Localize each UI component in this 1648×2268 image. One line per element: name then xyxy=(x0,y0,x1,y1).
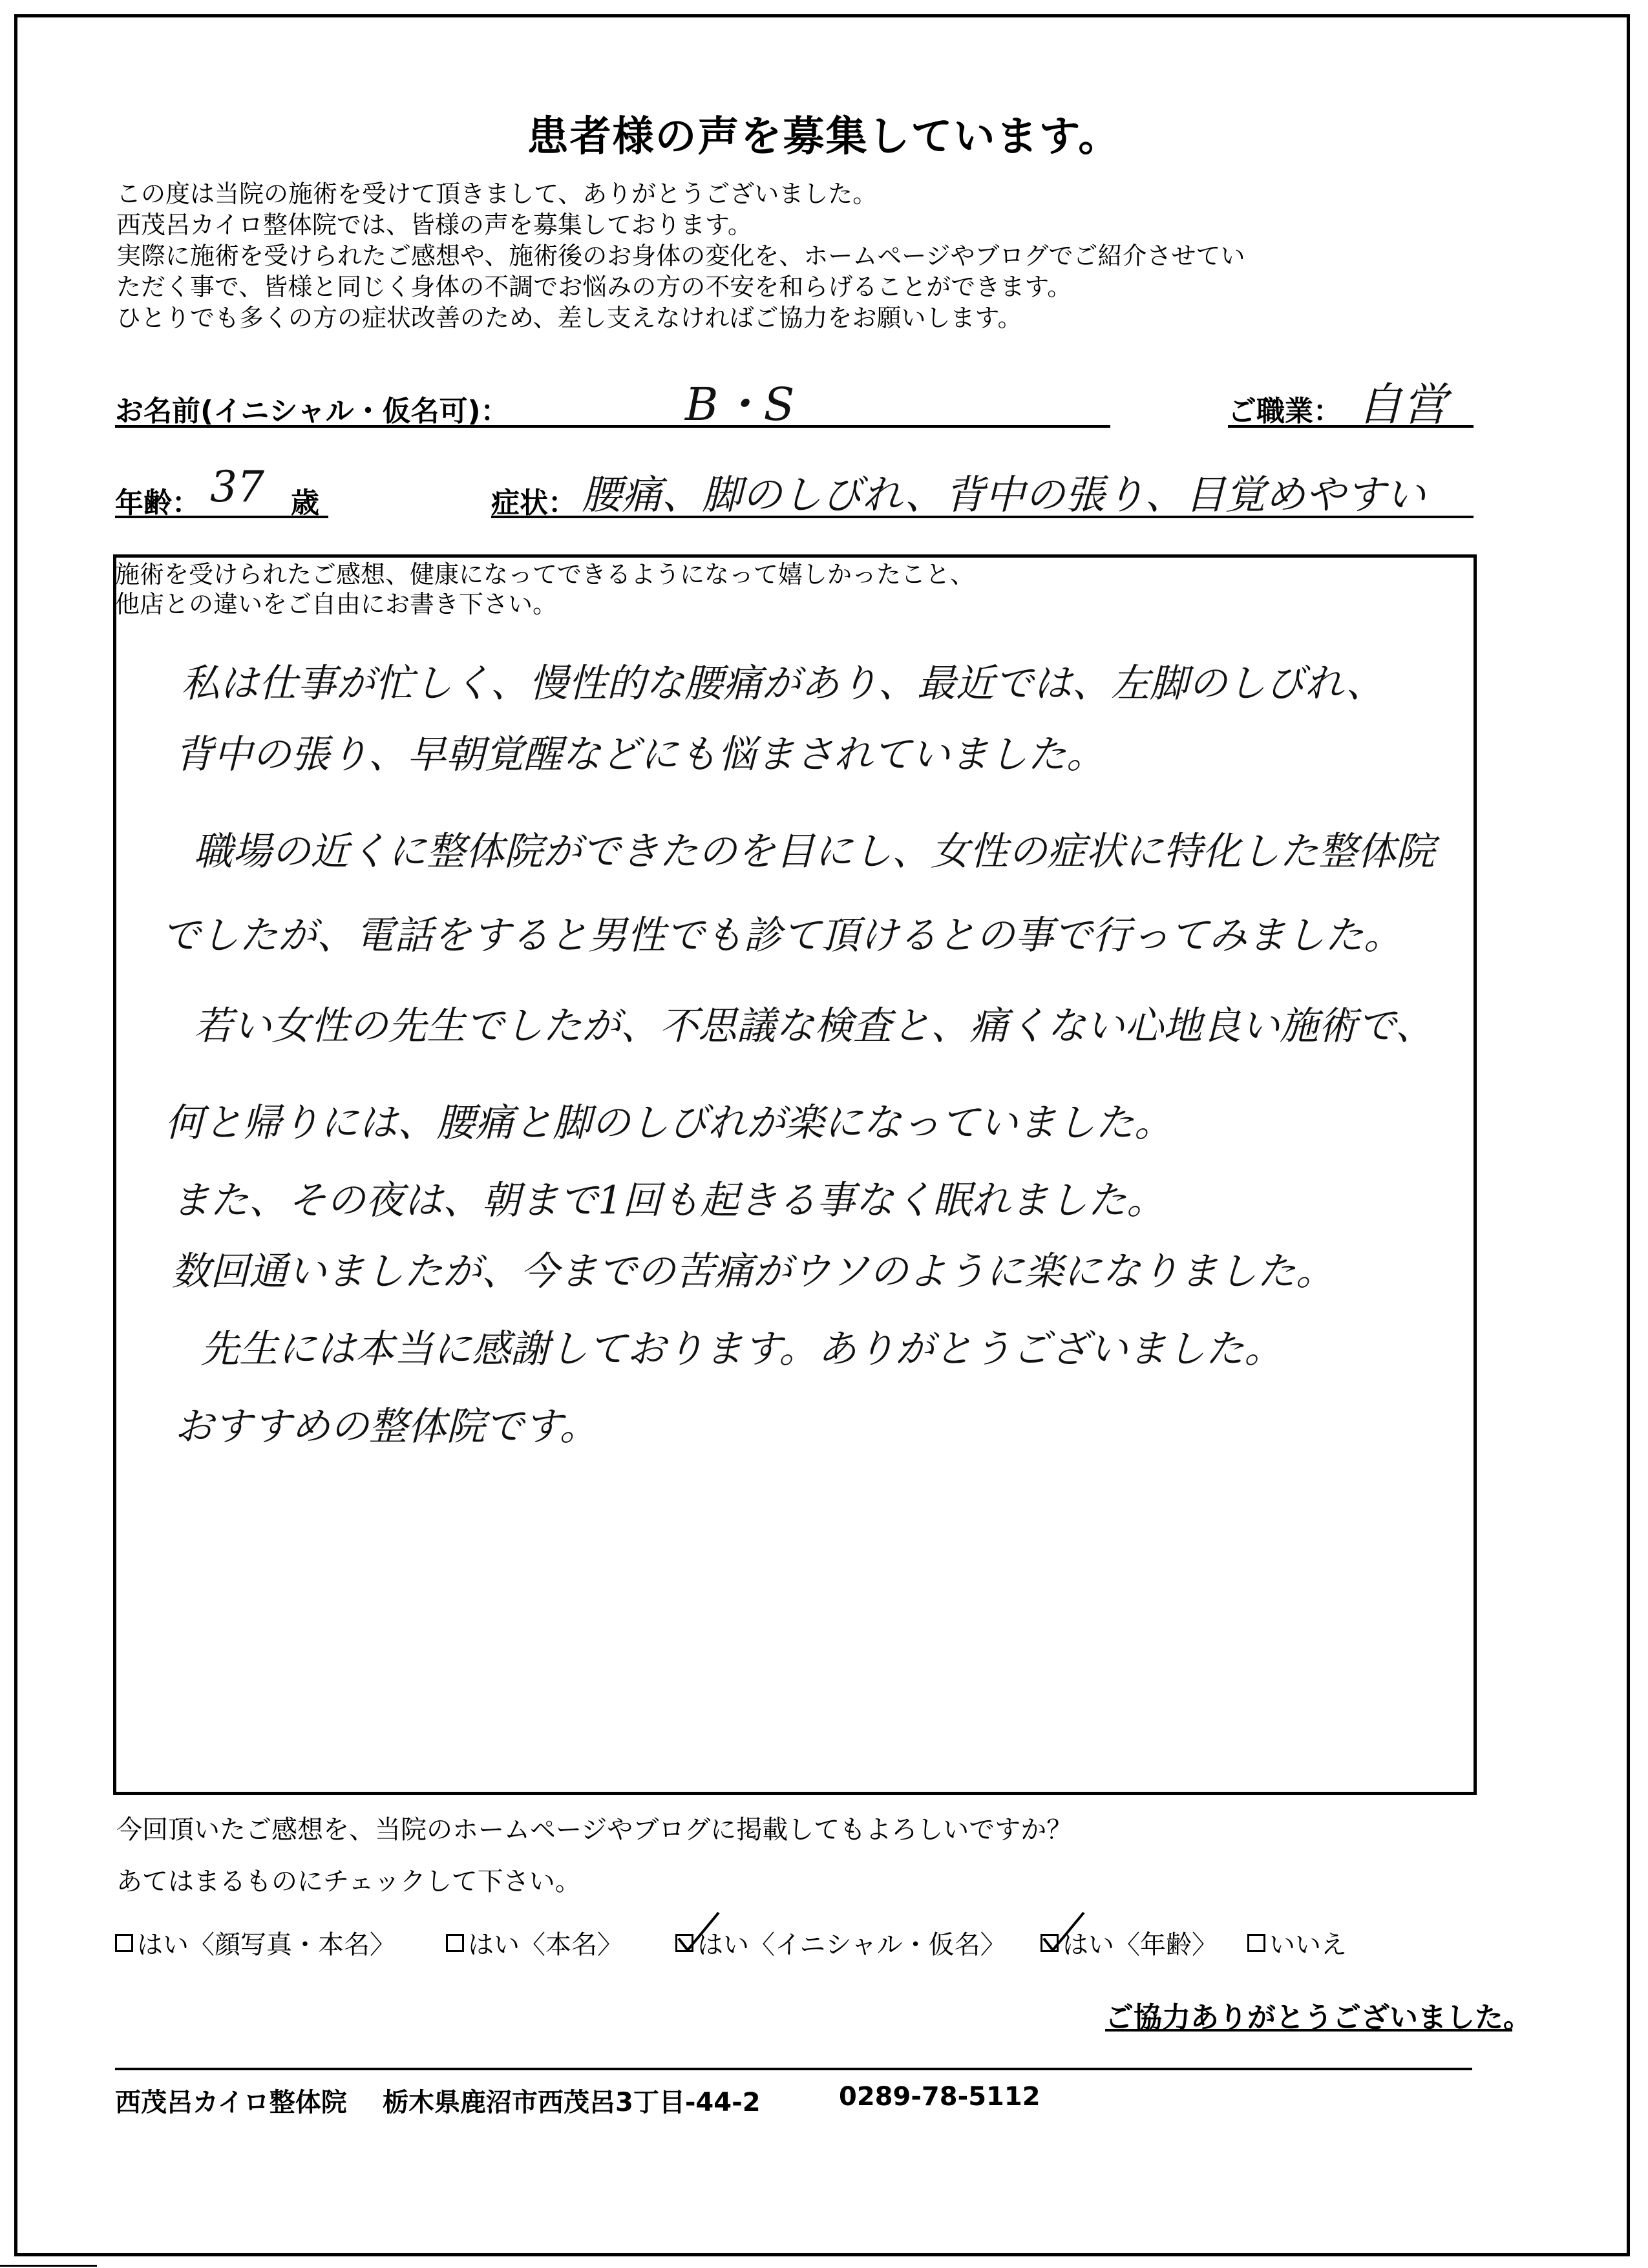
intro-line: 西茂呂カイロ整体院では、皆様の声を募集しております。 xyxy=(116,211,752,239)
age-label: 年齢： xyxy=(115,487,200,520)
testimonial-line: 先生には本当に感謝しております。ありがとうございました。 xyxy=(200,1327,1284,1372)
name-label: お名前(イニシャル・仮名可)： xyxy=(115,395,509,428)
testimonial-line: 私は仕事が忙しく、慢性的な腰痛があり、最近では、左脚のしびれ、 xyxy=(181,661,1385,706)
option-label: はい〈イニシャル・仮名〉 xyxy=(697,1930,1006,1960)
thanks-message: ご協力ありがとうございました。 xyxy=(1105,2001,1532,2034)
option-no[interactable] xyxy=(1247,1924,1347,1961)
consent-instruction: あてはまるものにチェックして下さい。 xyxy=(116,1867,581,1896)
footer-divider xyxy=(115,2068,1472,2070)
symptom-label: 症状： xyxy=(491,487,576,520)
name-value: B・S xyxy=(685,378,795,431)
job-value: 自営 xyxy=(1357,378,1448,431)
consent-question: 今回頂いたご感想を、当院のホームページやブログに掲載してもよろしいですか？ xyxy=(116,1815,1073,1845)
thanks-underline xyxy=(1105,2029,1512,2032)
name-underline xyxy=(115,425,1110,428)
symptom-value: 腰痛、脚のしびれ、背中の張り、目覚めやすい xyxy=(582,471,1426,518)
checkbox[interactable] xyxy=(446,1934,464,1952)
option-label: はい〈本名〉 xyxy=(468,1930,623,1960)
intro-line: ただく事で、皆様と同じく身体の不調でお悩みの方の不安を和らげることができます。 xyxy=(116,273,1072,301)
option-label: いいえ xyxy=(1269,1930,1347,1960)
scan-mark xyxy=(0,2265,97,2267)
intro-text xyxy=(116,178,1538,333)
age-underline xyxy=(115,516,328,518)
checkbox[interactable] xyxy=(1247,1934,1265,1952)
testimonial-line: また、その夜は、朝まで1回も起きる事なく眠れました。 xyxy=(171,1178,1166,1223)
age-unit: 歳 xyxy=(291,487,319,520)
option-age[interactable] xyxy=(1041,1924,1218,1961)
prompt-line: 他店との違いをご自由にお書き下さい。 xyxy=(115,590,558,618)
testimonial-line: 何と帰りには、腰痛と脚のしびれが楽になっていました。 xyxy=(165,1100,1173,1146)
testimonial-line: 職場の近くに整体院ができたのを目にし、女性の症状に特化した整体院 xyxy=(194,829,1435,874)
footer-clinic: 西茂呂カイロ整体院 xyxy=(115,2088,347,2117)
footer-address: 栃木県鹿沼市西茂呂3丁目-44-2 xyxy=(383,2088,761,2117)
age-value: 37 xyxy=(210,462,264,512)
testimonial-line: 背中の張り、早朝覚醒などにも悩まされていました。 xyxy=(174,732,1105,777)
comment-prompt xyxy=(115,560,975,619)
testimonial-line: 若い女性の先生でしたが、不思議な検査と、痛くない心地良い施術で、 xyxy=(194,1003,1434,1049)
checkbox[interactable] xyxy=(115,1934,133,1952)
intro-line: ひとりでも多くの方の症状改善のため、差し支えなければご協力をお願いします。 xyxy=(116,304,1022,332)
page-title: 患者様の声を募集しています。 xyxy=(527,113,1121,161)
checkmark-icon xyxy=(1041,1910,1086,1955)
option-label: はい〈顔写真・本名〉 xyxy=(137,1930,396,1960)
testimonial-line: 数回通いましたが、今までの苦痛がウソのように楽になりました。 xyxy=(171,1249,1335,1294)
intro-line: 実際に施術を受けられたご感想や、施術後のお身体の変化を、ホームページやブログでご紹介させてい xyxy=(116,242,1245,270)
footer-phone: 0289-78-5112 xyxy=(839,2082,1041,2112)
testimonial-line: でしたが、電話をすると男性でも診て頂けるとの事で行ってみました。 xyxy=(162,913,1402,958)
option-photo-realname[interactable] xyxy=(115,1924,396,1961)
intro-line: この度は当院の施術を受けて頂きまして、ありがとうございました。 xyxy=(116,180,878,208)
option-realname[interactable] xyxy=(446,1924,623,1961)
option-initial-alias[interactable] xyxy=(675,1924,1006,1961)
checkbox-checked[interactable] xyxy=(1041,1934,1059,1952)
prompt-line: 施術を受けられたご感想、健康になってできるようになって嬉しかったこと、 xyxy=(115,560,975,589)
checkbox-checked[interactable] xyxy=(675,1934,693,1952)
job-label: ご職業： xyxy=(1228,395,1342,428)
checkmark-icon xyxy=(676,1910,721,1955)
option-label: はい〈年齢〉 xyxy=(1062,1930,1218,1960)
testimonial-line: おすすめの整体院です。 xyxy=(174,1404,598,1449)
